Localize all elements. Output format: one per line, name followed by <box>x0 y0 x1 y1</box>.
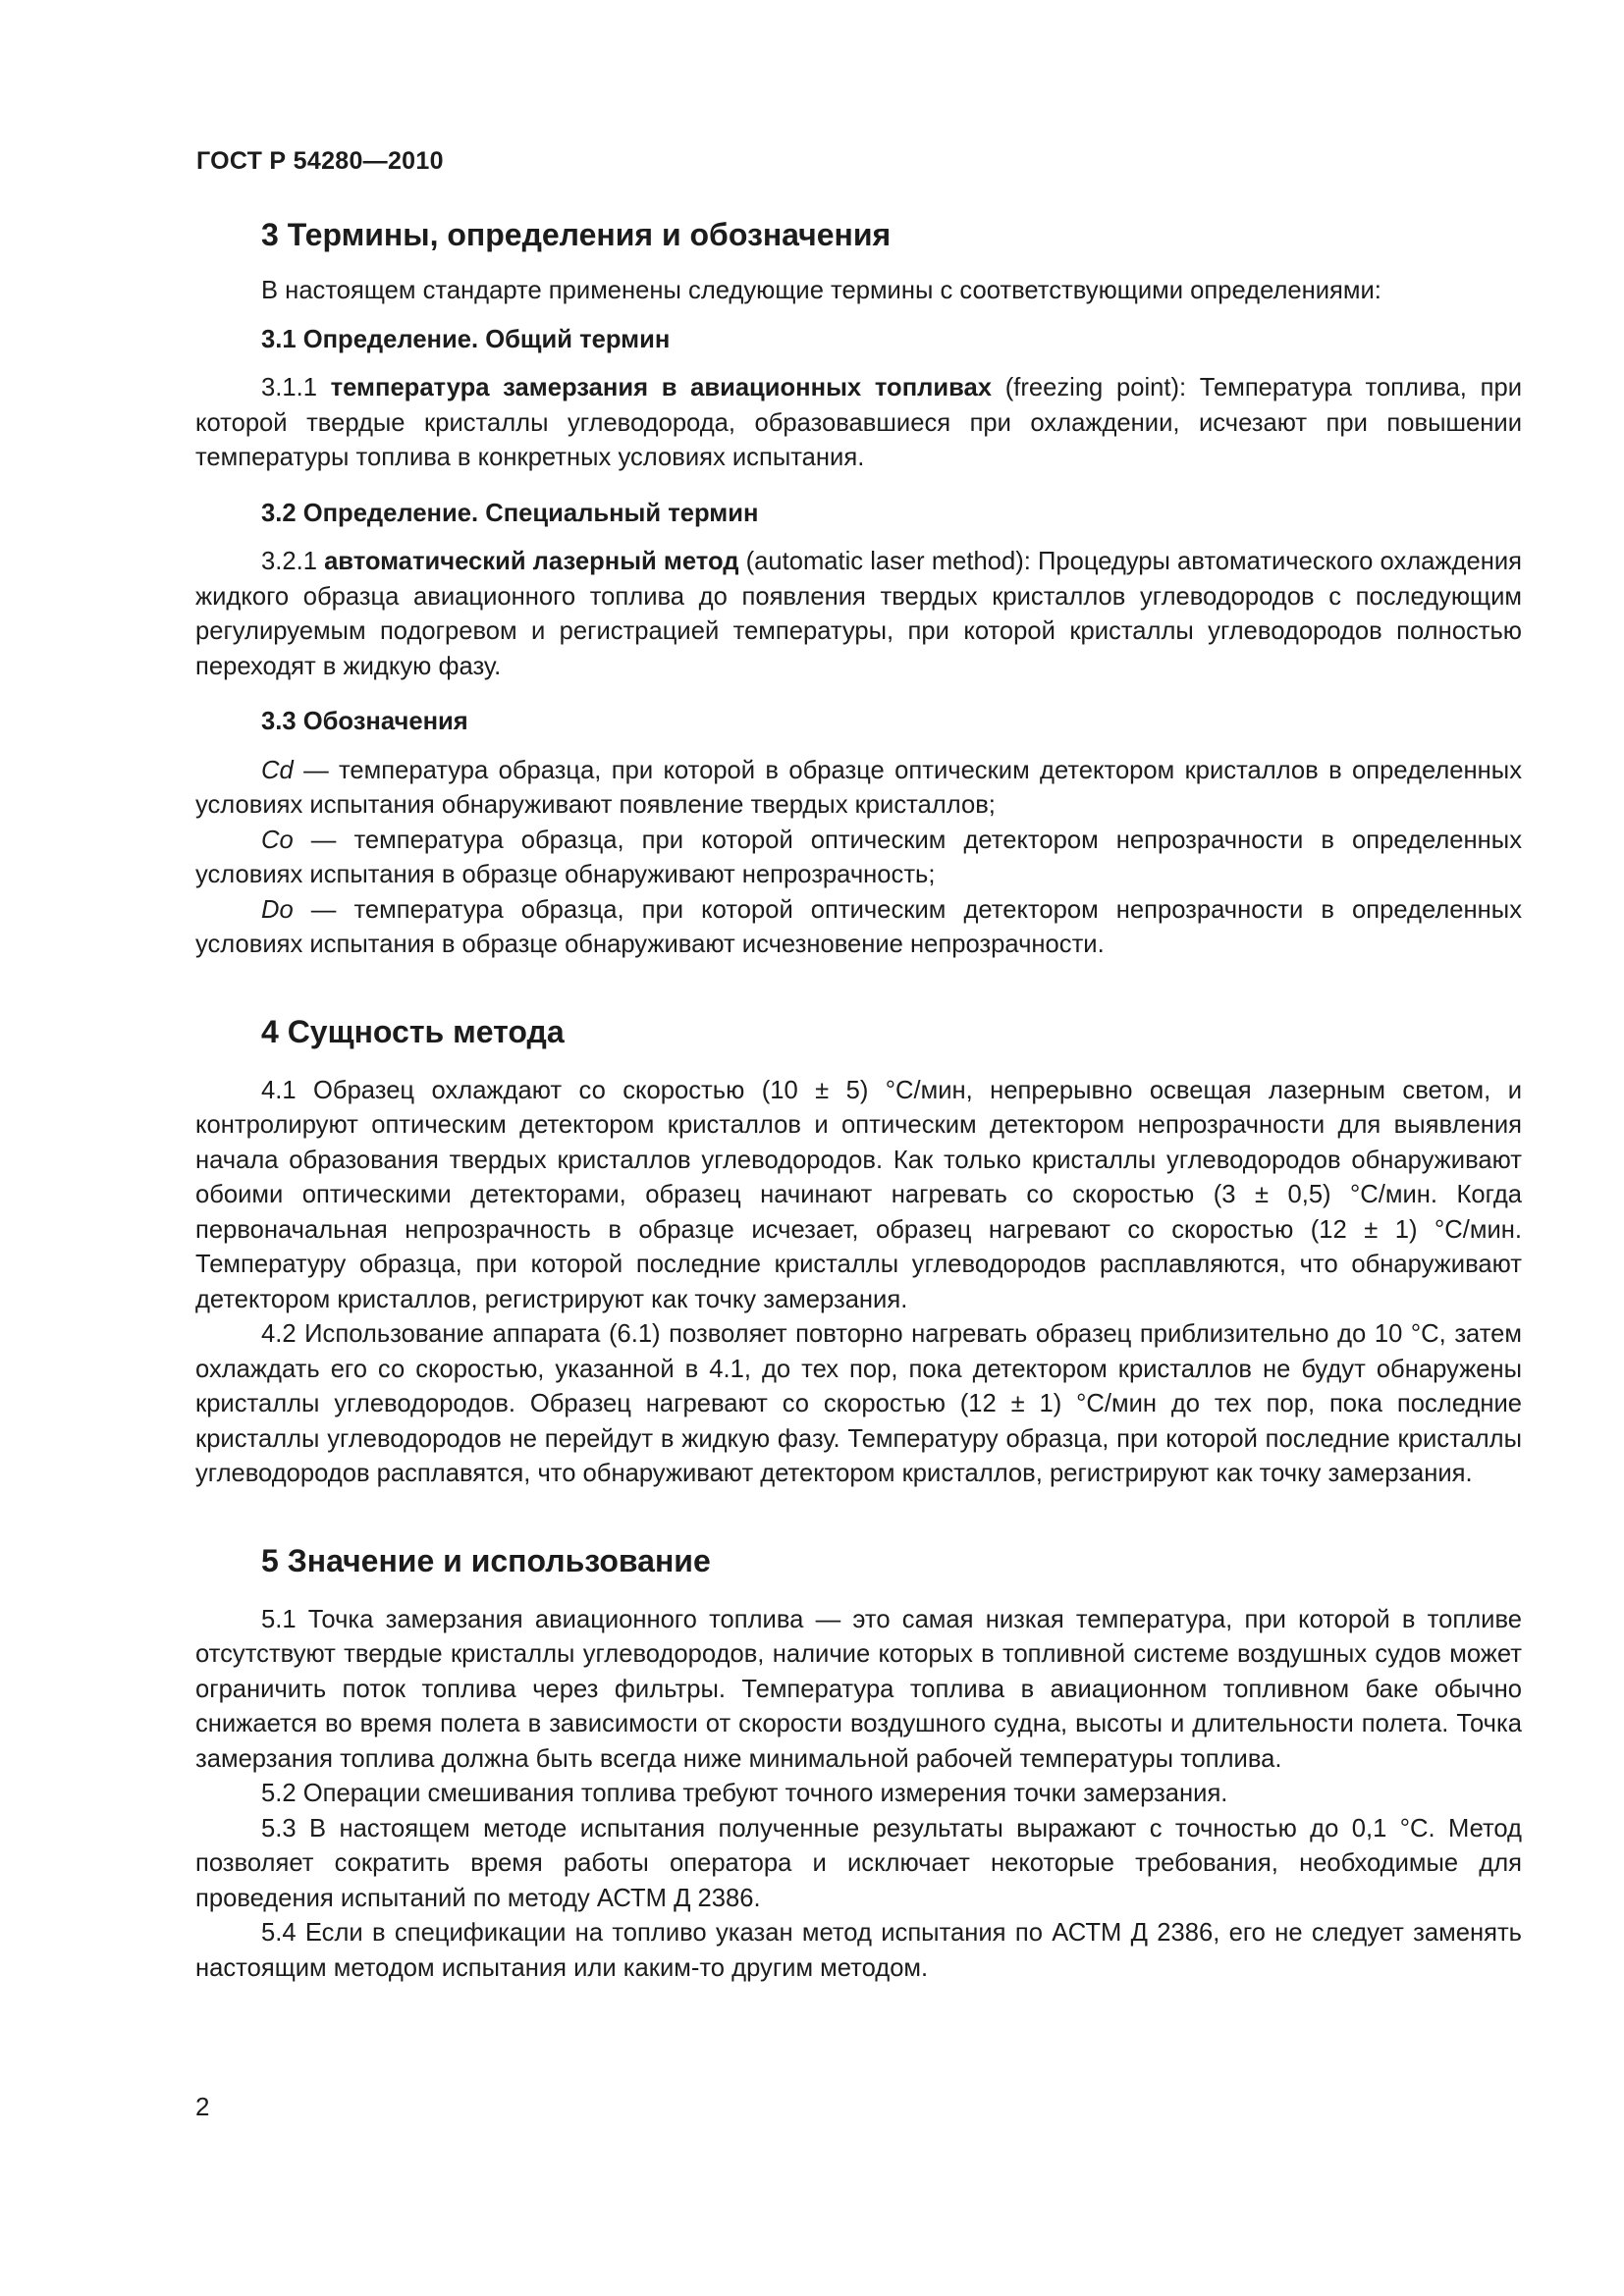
paragraph-5-4: 5.4 Если в спецификации на топливо указан метод испытания по АСТМ Д 2386, его не следует заменять настоящим методом испытания или каким-то другим методом. <box>195 1919 1522 1982</box>
section-3-intro: В настоящем стандарте применены следующие термины с соответствующими определениями: <box>261 277 1381 304</box>
symbol-cd <box>195 754 1522 824</box>
paragraph-5-2: 5.2 Операции смешивания топлива требуют точного измерения точки замерзания. <box>261 1780 1228 1807</box>
symbol-co <box>195 824 1522 893</box>
symbol-cd-text: — температура образца, при которой в образце оптическим детектором кристаллов в определенных условиях испытания обнаруживают появление твердых кристаллов; <box>195 756 1522 819</box>
symbol-co-text: — температура образца, при которой оптическим детектором непрозрачности в определенных условиях испытания в образце обнаруживают непрозрачность; <box>195 826 1522 888</box>
symbol-do <box>195 893 1522 963</box>
subsection-3-2-title: 3.2 Определение. Специальный термин <box>261 499 759 527</box>
paragraph-4-2: 4.2 Использование аппарата (6.1) позволяет повторно нагревать образец приблизительно до 10 °С, затем охлаждать его со скоростью, указанной в 4.1, до тех пор, пока детектором кристаллов не будут обнаружены кристаллы углеводородов. Образец нагревают со скоростью (12 ± 1) °С/мин до тех пор, пока последние кристаллы углеводородов не перейдут в жидкую фазу. Температуру образца, при которой последние кристаллы углеводородов расплавятся, что обнаруживают детектором кристаллов, регистрируют как точку замерзания. <box>195 1320 1522 1487</box>
symbol-do-label: Do <box>261 895 294 924</box>
symbol-co-label: Co <box>261 826 294 854</box>
paragraph-5-3: 5.3 В настоящем методе испытания полученные результаты выражают с точностью до 0,1 °С. Метод позволяет сократить время работы оператора и исключает некоторые требования, необходимые для проведения испытаний по методу АСТМ Д 2386. <box>195 1814 1522 1912</box>
term-3-1-1 <box>195 371 1522 476</box>
document-header: ГОСТ Р 54280—2010 <box>196 147 444 175</box>
section-5-title: 5 Значение и использование <box>261 1542 711 1578</box>
paragraph-5-1: 5.1 Точка замерзания авиационного топлива — это самая низкая температура, при которой в топливе отсутствуют твердые кристаллы углеводородов, наличие которых в топливной системе воздушных судов может ограничить поток топлива через фильтры. Температура топлива в авиационном топливном баке обычно снижается во время полета в зависимости от скорости воздушного судна, высоты и длительности полета. Точка замерзания топлива должна быть всегда ниже минимальной рабочей температуры топлива. <box>195 1605 1522 1773</box>
term-3-2-1-definition: (automatic laser method): Процедуры автоматического охлаждения жидкого образца авиационного топлива до появления твердых кристаллов углеводородов с последующим регулируемым подогревом и регистрацией температуры, при которой кристаллы углеводородов полностью переходят в жидкую фазу. <box>195 548 1522 680</box>
section-3-title: 3 Термины, определения и обозначения <box>261 217 892 252</box>
term-3-2-1-number: 3.2.1 <box>261 548 325 575</box>
symbol-cd-label: Cd <box>261 756 294 784</box>
paragraph-4-1: 4.1 Образец охлаждают со скоростью (10 ± 5) °С/мин, непрерывно освещая лазерным светом, и контролируют оптическим детектором кристаллов и оптическим детектором непрозрачности для выявления начала образования твердых кристаллов углеводородов. Как только кристаллы углеводородов обнаруживают обоими оптическими детекторами, образец начинают нагревать со скоростью (3 ± 0,5) °С/мин. Когда первоначальная непрозрачность в образце исчезает, образец нагревают со скоростью (12 ± 1) °С/мин. Температуру образца, при которой последние кристаллы углеводородов расплавляются, что обнаруживают детектором кристаллов, регистрируют как точку замерзания. <box>195 1076 1522 1313</box>
page-number: 2 <box>195 2092 210 2121</box>
symbol-do-text: — температура образца, при которой оптическим детектором непрозрачности в определенных условиях испытания в образце обнаруживают исчезновение непрозрачности. <box>195 895 1522 958</box>
page-body <box>195 216 1522 1986</box>
term-3-1-1-definition: (freezing point): Температура топлива, при которой твердые кристаллы углеводорода, образовавшиеся при охлаждении, исчезают при повышении температуры топлива в конкретных условиях испытания. <box>195 374 1522 471</box>
term-3-1-1-number: 3.1.1 <box>261 374 331 401</box>
term-3-1-1-name: температура замерзания в авиационных топливах <box>330 374 993 401</box>
term-3-2-1-name: автоматический лазерный метод <box>324 548 739 575</box>
term-3-2-1 <box>195 545 1522 684</box>
section-4-title: 4 Сущность метода <box>261 1013 565 1049</box>
subsection-3-1-title: 3.1 Определение. Общий термин <box>261 325 671 353</box>
subsection-3-3-title: 3.3 Обозначения <box>261 708 468 735</box>
